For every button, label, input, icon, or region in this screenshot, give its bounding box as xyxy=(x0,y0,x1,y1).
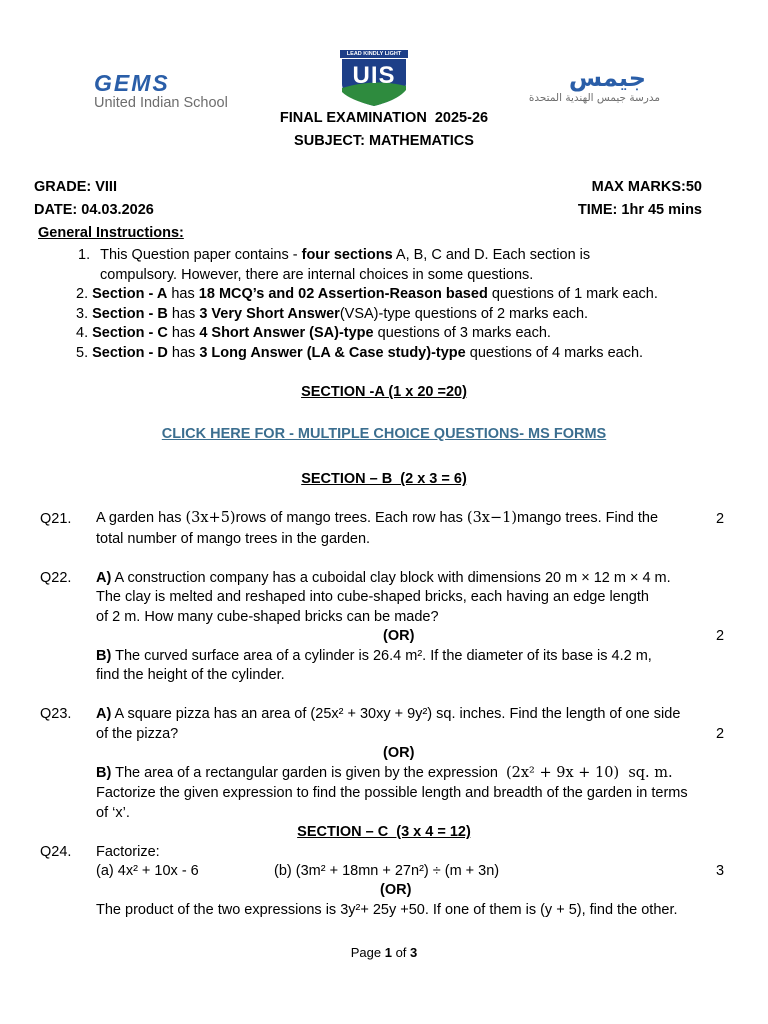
instruction-4-number: 4. xyxy=(76,325,89,341)
instruction-3 xyxy=(76,306,588,322)
instruction-4-text-a: Section - C xyxy=(92,325,168,341)
q23-b-line-3: of ‘x’. xyxy=(96,805,130,821)
instruction-2-text-b: has xyxy=(171,286,195,302)
instruction-2-text-a: Section - A xyxy=(92,286,168,302)
grade-label: GRADE: VIII xyxy=(34,179,117,195)
gems-school-name: United Indian School xyxy=(94,95,228,111)
page-of-word: of xyxy=(395,945,407,960)
section-a-heading: SECTION -A (1 x 20 =20) xyxy=(301,384,467,400)
arabic-school-name: مدرسة جيمس الهندية المتحدة xyxy=(528,92,660,104)
instruction-1 xyxy=(78,247,590,263)
q21-expr-2: (3x−1) xyxy=(466,510,517,526)
instruction-5-text-b: has xyxy=(171,345,196,361)
q22-or: (OR) xyxy=(383,628,415,644)
q24-line-1: Factorize: xyxy=(96,844,160,860)
q23-b-line-2: Factorize the given expression to find the possible length and breadth of the garden in terms xyxy=(96,785,688,801)
q23-b-line-1 xyxy=(96,765,673,781)
instruction-2-text-c: 18 MCQ’s and 02 Assertion-Reason based xyxy=(198,286,488,302)
page-total: 3 xyxy=(410,945,418,960)
instruction-2-text-d: questions of 1 mark each. xyxy=(491,286,658,302)
q21-marks: 2 xyxy=(716,511,725,527)
instruction-3-text-a: Section - B xyxy=(92,306,168,322)
instruction-3-text-b: has xyxy=(171,306,196,322)
uis-crest-logo xyxy=(338,50,410,106)
q23-a-line-1 xyxy=(96,706,680,722)
mcq-link-row xyxy=(0,426,768,442)
arabic-logo xyxy=(488,64,660,104)
arabic-wordmark: جيمس xyxy=(568,64,646,92)
instruction-3-text-d: (VSA)-type questions of 2 marks each. xyxy=(339,306,589,322)
q24-part-b: (b) (3m² + 18mn + 27n²) ÷ (m + 3n) xyxy=(274,863,500,879)
mcq-forms-link[interactable]: CLICK HERE FOR - MULTIPLE CHOICE QUESTIONS- MS FORMS xyxy=(161,426,607,442)
instruction-1-text-a: This Question paper contains - xyxy=(100,247,298,263)
section-b-heading: SECTION – B (2 x 3 = 6) xyxy=(301,471,467,487)
q23-or: (OR) xyxy=(383,745,415,761)
instruction-4-text-b: has xyxy=(171,325,196,341)
q22-marks: 2 xyxy=(716,628,725,644)
instruction-5-number: 5. xyxy=(76,345,89,361)
q22-b-label: B) xyxy=(96,648,112,664)
q23-a-text-1: A square pizza has an area of (25x² + 30xy + 9y²) sq. inches. Find the length of one side xyxy=(114,706,681,722)
q24-number: Q24. xyxy=(40,844,72,860)
q23-b-expr: (2x² + 9x + 10) sq. m. xyxy=(506,765,673,781)
q21-text-1: A garden has xyxy=(96,510,182,526)
instruction-5-text-d: questions of 4 marks each. xyxy=(469,345,644,361)
crest-banner-text: LEAD KINDLY LIGHT xyxy=(346,51,402,57)
q23-number: Q23. xyxy=(40,706,72,722)
page-word: Page xyxy=(350,945,382,960)
instruction-4-text-c: 4 Short Answer (SA)-type xyxy=(199,325,374,341)
q22-a-line-3: of 2 m. How many cube-shaped bricks can be made? xyxy=(96,609,439,625)
q24-marks: 3 xyxy=(716,863,725,879)
instruction-1-continued: compulsory. However, there are internal choices in some questions. xyxy=(100,267,534,283)
instruction-2 xyxy=(76,286,658,302)
q23-marks: 2 xyxy=(716,726,725,742)
gems-wordmark: GEMS xyxy=(94,70,170,96)
subject-title: SUBJECT: MATHEMATICS xyxy=(294,133,474,149)
q21-number: Q21. xyxy=(40,511,72,527)
q23-b-label: B) xyxy=(96,765,112,781)
time-label: TIME: 1hr 45 mins xyxy=(577,202,702,218)
q21-expr-1: (3x+5) xyxy=(185,510,236,526)
instruction-3-text-c: 3 Very Short Answer xyxy=(199,306,340,322)
date-label: DATE: 04.03.2026 xyxy=(34,202,154,218)
page-number xyxy=(0,945,768,960)
exam-title: FINAL EXAMINATION 2025-26 xyxy=(279,110,489,126)
instruction-1-number: 1. xyxy=(78,247,91,263)
q21-line-1 xyxy=(96,510,658,526)
instruction-5 xyxy=(76,345,643,361)
instruction-2-number: 2. xyxy=(76,286,89,302)
page-current: 1 xyxy=(384,945,392,960)
q22-b-line-2: find the height of the cylinder. xyxy=(96,667,285,683)
instruction-1-text-b: four sections xyxy=(301,247,393,263)
q22-b-line-1 xyxy=(96,648,652,664)
q22-a-label: A) xyxy=(96,570,112,586)
q24-line-2: The product of the two expressions is 3y²+ 25y +50. If one of them is (y + 5), find the other. xyxy=(96,902,678,918)
q21-text-2: rows of mango trees. Each row has xyxy=(235,510,463,526)
q21-text-3: mango trees. Find the xyxy=(517,510,659,526)
gems-logo xyxy=(94,70,228,111)
q22-b-text-1: The curved surface area of a cylinder is 26.4 m². If the diameter of its base is 4.2 m, xyxy=(115,648,652,664)
instruction-5-text-a: Section - D xyxy=(92,345,168,361)
q21-line-2: total number of mango trees in the garden. xyxy=(96,531,371,547)
q23-b-text-1: The area of a rectangular garden is given by the expression xyxy=(115,765,498,781)
instruction-3-number: 3. xyxy=(76,306,89,322)
instruction-4 xyxy=(76,325,551,341)
q23-a-line-2: of the pizza? xyxy=(96,726,179,742)
instruction-1-text-c: A, B, C and D. Each section is xyxy=(395,247,591,263)
instruction-4-text-d: questions of 3 marks each. xyxy=(377,325,551,341)
q23-a-label: A) xyxy=(96,706,112,722)
q22-number: Q22. xyxy=(40,570,72,586)
section-c-heading: SECTION – C (3 x 4 = 12) xyxy=(297,824,471,840)
q22-a-line-1 xyxy=(96,570,671,586)
crest-letters: UIS xyxy=(352,62,396,89)
instructions-heading: General Instructions: xyxy=(38,225,184,241)
q22-a-text-1: A construction company has a cuboidal clay block with dimensions 20 m × 12 m × 4 m. xyxy=(114,570,671,586)
q24-part-a: (a) 4x² + 10x - 6 xyxy=(96,863,199,879)
instruction-5-text-c: 3 Long Answer (LA & Case study)-type xyxy=(199,345,466,361)
q22-a-line-2: The clay is melted and reshaped into cube-shaped bricks, each having an edge length xyxy=(96,589,649,605)
max-marks-label: MAX MARKS:50 xyxy=(591,179,702,195)
q24-or: (OR) xyxy=(380,882,412,898)
